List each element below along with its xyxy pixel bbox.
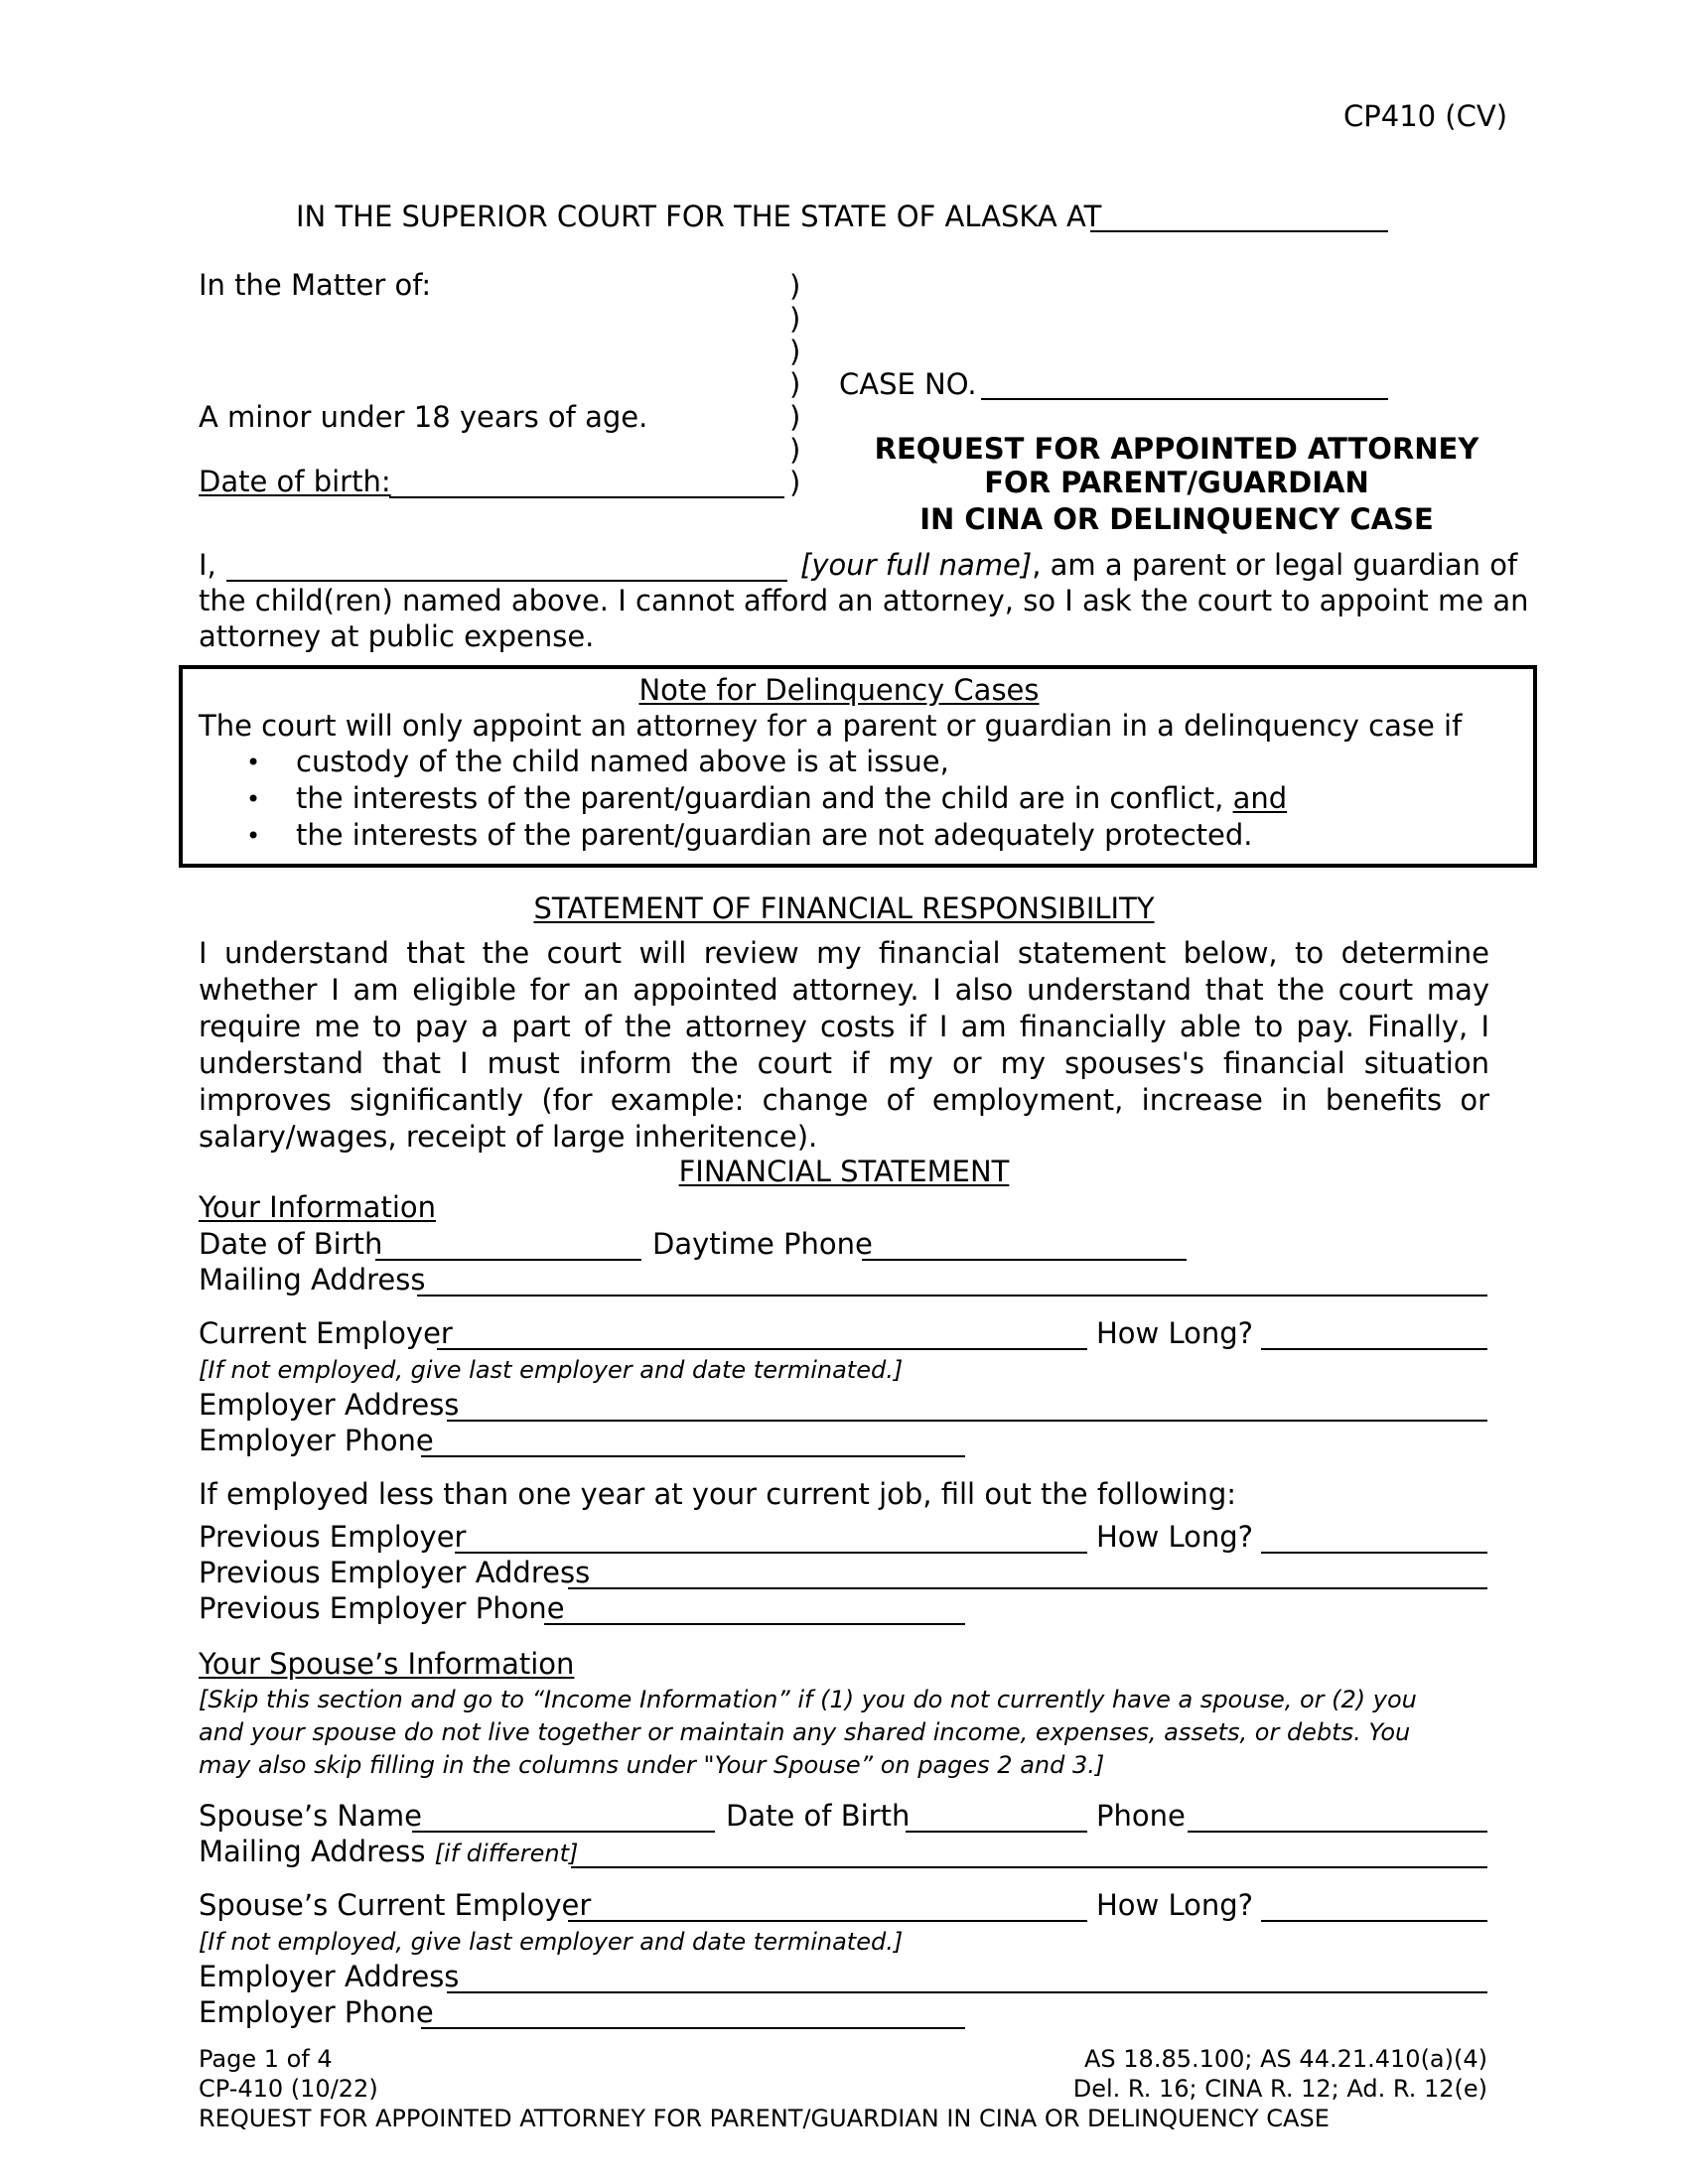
bullet-icon: • bbox=[246, 822, 261, 850]
spouse-mailing-address-field[interactable] bbox=[571, 1866, 1487, 1868]
spouse-how-long-field[interactable] bbox=[1261, 1920, 1487, 1922]
your-dob-field[interactable] bbox=[375, 1259, 641, 1261]
bullet-icon: • bbox=[246, 785, 261, 813]
spouse-not-employed-note: [If not employed, give last employer and date terminated.] bbox=[199, 1928, 904, 1956]
case-no-field[interactable] bbox=[981, 398, 1388, 400]
note-bullet-2-text: the interests of the parent/guardian and the child are in conflict, bbox=[296, 781, 1224, 815]
spouse-name-field[interactable] bbox=[412, 1831, 715, 1833]
previous-how-long-field[interactable] bbox=[1261, 1552, 1487, 1554]
spouse-info-heading: Your Spouse’s Information bbox=[199, 1647, 575, 1681]
skip-note-line3: may also skip filling in the columns under "Your Spouse” on pages 2 and 3.] bbox=[199, 1751, 1105, 1779]
daytime-phone-field[interactable] bbox=[862, 1259, 1187, 1261]
previous-employer-phone-label: Previous Employer Phone bbox=[199, 1591, 565, 1625]
statement-heading: STATEMENT OF FINANCIAL RESPONSIBILITY bbox=[533, 891, 1155, 925]
spouse-phone-field[interactable] bbox=[1188, 1831, 1487, 1833]
spouse-phone-label: Phone bbox=[1096, 1799, 1186, 1833]
your-info-heading: Your Information bbox=[199, 1190, 436, 1224]
caption-paren: ) bbox=[789, 433, 801, 467]
form-title-line1: REQUEST FOR APPOINTED ATTORNEY bbox=[874, 432, 1479, 466]
your-dob-label: Date of Birth bbox=[199, 1227, 383, 1261]
previous-employer-address-label: Previous Employer Address bbox=[199, 1556, 591, 1589]
bullet-icon: • bbox=[246, 749, 261, 776]
intro-line3: attorney at public expense. bbox=[199, 619, 595, 653]
form-code: CP410 (CV) bbox=[1343, 99, 1508, 133]
spouse-employer-phone-label: Employer Phone bbox=[199, 1995, 434, 2029]
spouse-dob-label: Date of Birth bbox=[726, 1799, 911, 1833]
form-title-line3: IN CINA OR DELINQUENCY CASE bbox=[919, 502, 1434, 536]
footer-page: Page 1 of 4 bbox=[199, 2045, 333, 2073]
note-bullet-2 bbox=[296, 781, 1287, 816]
skip-note-line2: and your spouse do not live together or maintain any shared income, expenses, assets, or debts. You bbox=[199, 1718, 1411, 1746]
how-long-field[interactable] bbox=[1261, 1348, 1487, 1350]
previous-employer-address-field[interactable] bbox=[568, 1587, 1487, 1589]
footer-title: REQUEST FOR APPOINTED ATTORNEY FOR PARENT/GUARDIAN IN CINA OR DELINQUENCY CASE bbox=[199, 2105, 1330, 2132]
note-bullet-2-and: and bbox=[1232, 781, 1288, 815]
employer-address-field[interactable] bbox=[447, 1420, 1487, 1422]
footer-statute: AS 18.85.100; AS 44.21.410(a)(4) bbox=[1084, 2045, 1487, 2073]
spouse-employer-address-label: Employer Address bbox=[199, 1960, 460, 1993]
caption-paren: ) bbox=[789, 367, 801, 401]
full-name-field[interactable] bbox=[226, 580, 787, 582]
spouse-current-employer-field[interactable] bbox=[568, 1920, 1087, 1922]
spouse-mailing-address-text: Mailing Address bbox=[199, 1835, 426, 1868]
caption-paren: ) bbox=[789, 302, 801, 336]
footer-rules: Del. R. 16; CINA R. 12; Ad. R. 12(e) bbox=[1072, 2075, 1487, 2103]
daytime-phone-label: Daytime Phone bbox=[652, 1227, 873, 1261]
skip-note-line1: [Skip this section and go to “Income Information” if (1) you do not currently have a spouse, or (2) you bbox=[199, 1686, 1417, 1713]
name-hint: [your full name] bbox=[800, 548, 1033, 582]
matter-label: In the Matter of: bbox=[199, 268, 432, 302]
court-heading: IN THE SUPERIOR COURT FOR THE STATE OF ALASKA AT bbox=[296, 200, 1102, 233]
previous-employer-phone-field[interactable] bbox=[544, 1623, 965, 1625]
note-bullet-3: the interests of the parent/guardian are not adequately protected. bbox=[296, 818, 1253, 852]
not-employed-note: [If not employed, give last employer and date terminated.] bbox=[199, 1356, 904, 1384]
how-long-label: How Long? bbox=[1096, 1316, 1254, 1350]
spouse-how-long-label: How Long? bbox=[1096, 1888, 1254, 1922]
spouse-employer-phone-field[interactable] bbox=[421, 2027, 965, 2029]
intro-prefix: I, bbox=[199, 548, 216, 582]
court-location-field[interactable] bbox=[1090, 230, 1388, 232]
spouse-current-employer-label: Spouse’s Current Employer bbox=[199, 1888, 592, 1922]
note-bullet-1: custody of the child named above is at issue, bbox=[296, 745, 949, 778]
statement-body: I understand that the court will review my financial statement below, to determine whether I am eligible for an appointed attorney. I also understand that the court may require me to pay a part of the attorney costs if I am financially able to pay. Finally, I understand that I must inform the court if my or my spouses's financial situation improves significantly (for example: change of employment, increase in benefits or salary/wages, receipt of large inheritence). bbox=[199, 936, 1489, 1154]
caption-paren: ) bbox=[789, 466, 801, 499]
intro-tail bbox=[800, 548, 1517, 583]
note-lead: The court will only appoint an attorney for a parent or guardian in a delinquency case if bbox=[199, 709, 1463, 743]
less-than-year-text: If employed less than one year at your current job, fill out the following: bbox=[199, 1477, 1236, 1511]
employer-phone-label: Employer Phone bbox=[199, 1424, 434, 1457]
intro-line2: the child(ren) named above. I cannot afford an attorney, so I ask the court to appoint me an bbox=[199, 584, 1529, 617]
financial-heading: FINANCIAL STATEMENT bbox=[678, 1155, 1010, 1188]
dob-label: Date of birth: bbox=[199, 465, 391, 498]
employer-phone-field[interactable] bbox=[421, 1455, 965, 1457]
spouse-name-label: Spouse’s Name bbox=[199, 1799, 422, 1833]
footer-form: CP-410 (10/22) bbox=[199, 2075, 378, 2103]
previous-employer-label: Previous Employer bbox=[199, 1520, 467, 1554]
case-no-label: CASE NO. bbox=[839, 367, 977, 401]
child-dob-field[interactable] bbox=[389, 496, 784, 498]
employer-address-label: Employer Address bbox=[199, 1388, 460, 1422]
spouse-dob-field[interactable] bbox=[906, 1831, 1087, 1833]
spouse-mailing-address-label bbox=[199, 1835, 578, 1869]
caption-paren: ) bbox=[789, 269, 801, 303]
caption-paren: ) bbox=[789, 335, 801, 368]
mailing-address-label: Mailing Address bbox=[199, 1263, 426, 1297]
previous-employer-field[interactable] bbox=[455, 1552, 1087, 1554]
caption-paren: ) bbox=[789, 400, 801, 434]
previous-how-long-label: How Long? bbox=[1096, 1520, 1254, 1554]
mailing-address-field[interactable] bbox=[417, 1295, 1487, 1297]
current-employer-label: Current Employer bbox=[199, 1316, 453, 1350]
note-title: Note for Delinquency Cases bbox=[638, 673, 1040, 707]
spouse-employer-address-field[interactable] bbox=[447, 1991, 1487, 1993]
minor-label: A minor under 18 years of age. bbox=[199, 400, 648, 434]
current-employer-field[interactable] bbox=[437, 1348, 1087, 1350]
form-title-line2: FOR PARENT/GUARDIAN bbox=[984, 466, 1369, 499]
intro-line1-rest: , am a parent or legal guardian of bbox=[1032, 548, 1518, 582]
if-different-note: [if different] bbox=[434, 1840, 579, 1867]
